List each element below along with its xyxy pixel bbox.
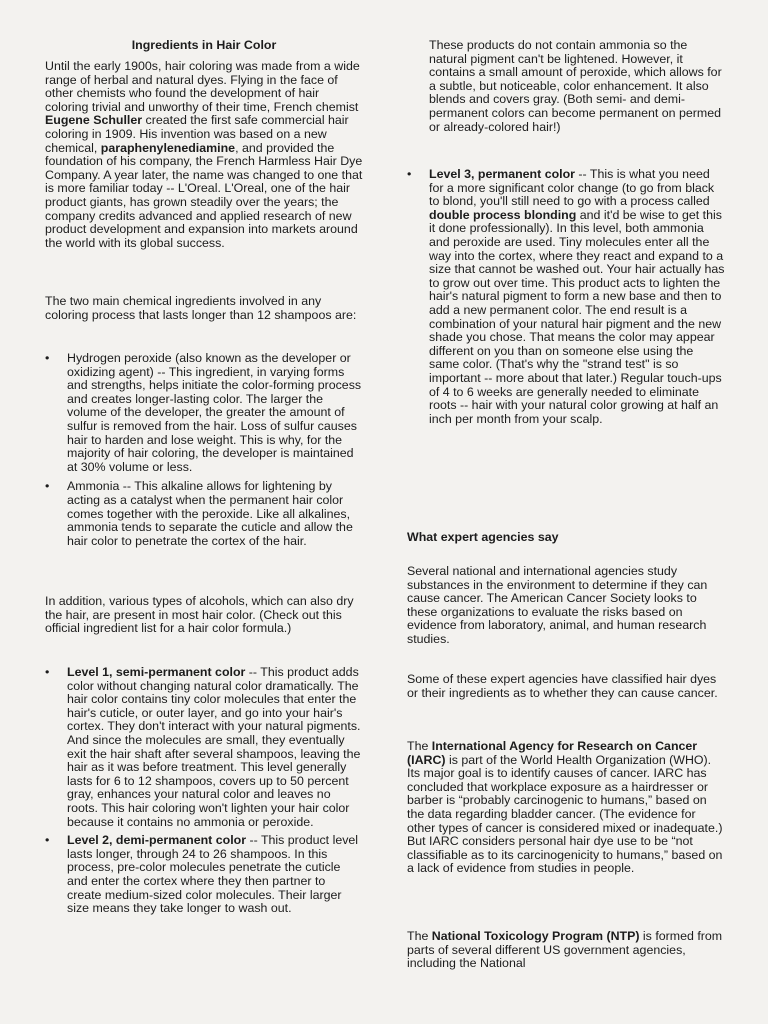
ntp-paragraph: The National Toxicology Program (NTP) is formed from parts of several different US government agencies, including the National bbox=[407, 929, 723, 971]
ingredients-intro: The two main chemical ingredients involved in any coloring process that lasts longer than 12 shampoos are: bbox=[45, 294, 357, 322]
iarc-name: International Agency for Research on Cancer (IARC) bbox=[407, 739, 698, 767]
intro-paragraph: Until the early 1900s, hair coloring was made from a wide range of herbal and natural dyes. Flying in the face of other chemists who found the development of hair coloring trivial and unworthy of their time, French chemist Eugene Schuller created the first safe commercial hair coloring in 1909. His invention was based on a new chemical, paraphenylenediamine, and provided the foundation of his company, the French Harmless Hair Dye Company. A year later, the name was changed to one that is more familiar today -- L'Oreal. L'Oreal, one of the hair product giants, has grown steadily over the years; the company credits advanced and applied research of new product development and expansion into markets around the world with its global success. bbox=[45, 59, 363, 250]
level-3-list bbox=[407, 168, 725, 426]
process-name: double process blonding bbox=[429, 207, 577, 222]
agencies-paragraph: Several national and international agencies study substances in the environment to determine if they can cause cancer. The American Cancer Society looks to these organizations to evaluate the risks based on evidence from laboratory, animal, and human research studies. bbox=[407, 564, 708, 646]
levels-list bbox=[45, 666, 363, 916]
list-item: • Ammonia -- This alkaline allows for lightening by acting as a catalyst when the permanent hair color comes together with the peroxide. Like all alkalines, ammonia tends to separate the cuticle and allow the hair color to penetrate the cortex of the hair. bbox=[45, 479, 353, 548]
list-item: • Level 1, semi-permanent color -- This product adds color without changing natural color dramatically. The hair color contains tiny color molecules that enter the hair's cuticle, or outer layer, and go into your hair's cortex. They don't interact with your natural pigments. And since the molecules are small, they eventually exit the hair shaft after several shampoos, leaving the hair as it was before treatment. This level generally lasts for 6 to 12 shampoos, covers up to 50 percent gray, enhances your natural color and leaves no roots. This hair coloring won't lighten your hair color because it contains no ammonia or peroxide. bbox=[45, 665, 361, 829]
classification-paragraph: Some of these expert agencies have classified hair dyes or their ingredients as to whether they can cause cancer. bbox=[407, 672, 718, 700]
level-2-label: Level 2, demi-permanent color bbox=[67, 833, 247, 848]
list-item: • Hydrogen peroxide (also known as the developer or oxidizing agent) -- This ingredient, in varying forms and strengths, helps initiate the color-forming process and creates longer-lasting color. The larger the volume of the developer, the greater the amount of sulfur is removed from the hair. Loss of sulfur causes hair to harden and lose weight. This is why, for the majority of hair coloring, the developer is maintained at 30% volume or less. bbox=[45, 351, 362, 474]
chemical-name: paraphenylenediamine bbox=[100, 140, 236, 155]
list-item: • Level 2, demi-permanent color -- This product level lasts longer, through 24 to 26 shampoos. In this process, pre-color molecules penetrate the cuticle and enter the cortex where they then partner to create medium-sized color molecules. Their larger size means they take longer to wash out. bbox=[45, 833, 359, 916]
article-title: Ingredients in Hair Color bbox=[131, 38, 277, 52]
inventor-name: Eugene Schuller bbox=[45, 113, 143, 128]
level-2-continued: These products do not contain ammonia so the natural pigment can't be lightened. However, it contains a small amount of peroxide, which allows for a subtle, but noticeable, color enhancement. It also blends and covers gray. (Both semi- and demi-permanent colors can become permanent on permed or already-colored hair!) bbox=[429, 38, 722, 134]
level-3-label: Level 3, permanent color bbox=[429, 167, 575, 181]
list-item: • Level 3, permanent color -- This is what you need for a more significant color change (to go from black to blond, you'll still need to go with a process called double process blonding and it'd be wise to get this it done professionally). In this level, both ammonia and peroxide are used. Tiny molecules enter all the way into the cortex, where they react and expand to a size that cannot be washed out. Your hair actually has to grow out over time. This product acts to lighten the hair's natural pigment to form a new base and then to add a new permanent color. The end result is a combination of your natural hair pigment and the new shade you chose. That means the color may appear different on you than on someone else using the same color. (That's why the "strand test" is so important -- more about that later.) Regular touch-ups of 4 to 6 weeks are generally needed to eliminate roots -- hair with your natural color growing at half an inch per month from your scalp. bbox=[407, 167, 725, 426]
ingredient-list bbox=[45, 352, 363, 548]
iarc-paragraph: The International Agency for Research on Cancer (IARC) is part of the World Health Organization (WHO). Its major goal is to identify causes of cancer. IARC has concluded that workplace exposure as a hairdresser or barber is “probably carcinogenic to humans,” based on the data regarding bladder cancer. (The evidence for other types of cancer is considered mixed or inadequate.) But IARC considers personal hair dye use to be “not classifiable as to its carcinogenicity to humans,” based on a lack of evidence from studies in people. bbox=[407, 739, 723, 876]
alcohols-paragraph: In addition, various types of alcohols, which can also dry the hair, are present in most hair color. (Check out this official ingredient list for a hair color formula.) bbox=[45, 594, 354, 636]
ntp-name: National Toxicology Program (NTP) bbox=[431, 929, 640, 943]
section-heading: What expert agencies say bbox=[407, 530, 559, 544]
level-1-label: Level 1, semi-permanent color bbox=[67, 665, 246, 679]
